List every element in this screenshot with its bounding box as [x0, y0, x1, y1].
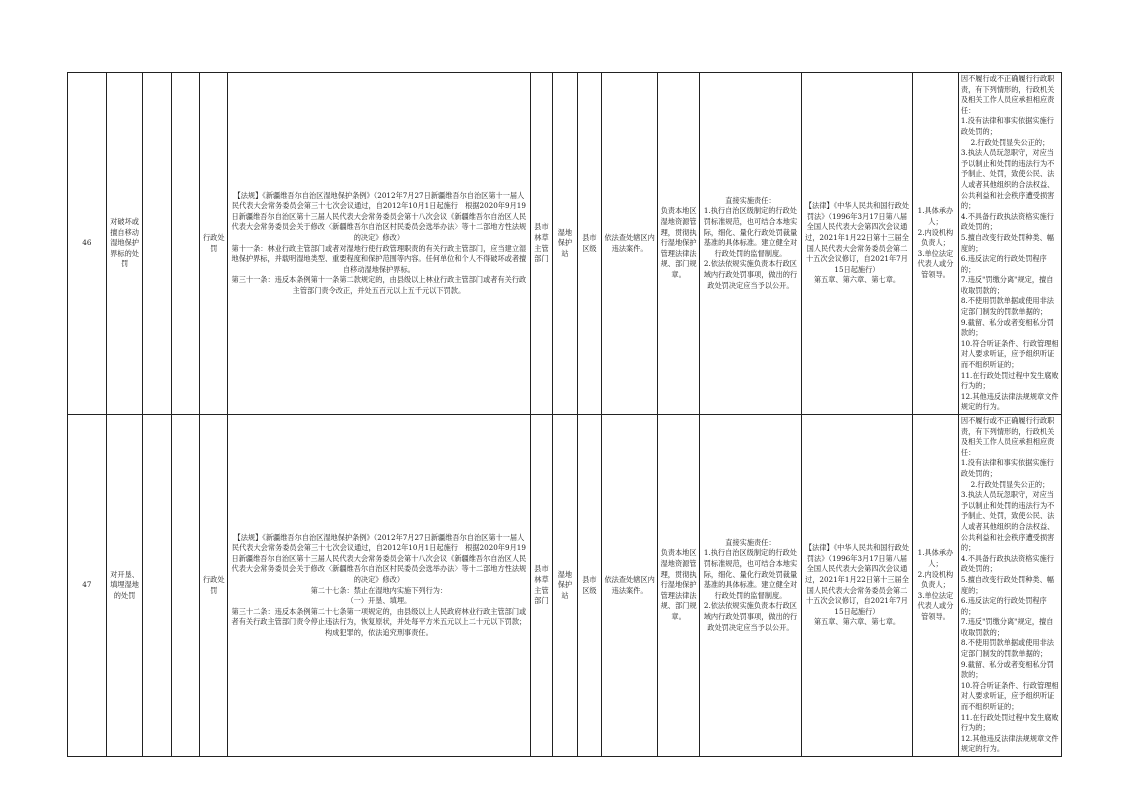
liability-item: 1.没有法律和事实依据实施行政处罚的； — [960, 458, 1054, 478]
enforcement-scope: 依法查处辖区内违法案件。 — [602, 415, 658, 757]
liability-item: 11.在行政处罚过程中发生腐败行为的； — [960, 712, 1059, 733]
table-row — [68, 415, 1062, 757]
liability-list — [958, 415, 1061, 757]
item-type: 行政处罚 — [200, 73, 228, 415]
enforcement-subject: 县市林草主管部门 — [530, 415, 552, 757]
row-number: 47 — [68, 415, 107, 757]
liability-item: 8.不使用罚款单据或使用非法定部门制发的罚款单据的； — [960, 638, 1054, 659]
liability-item: 5.擅自改变行政处罚种类、幅度的； — [960, 232, 1054, 253]
row-number: 46 — [68, 73, 107, 415]
penalty-law: 【法律】《中华人民共和国行政处罚法》（1996年3月17日第八届全国人民代表大会第四次会议通过，2021年1月22日第十三届全国人民代表大会常务委员会第二十五次会议修订，自2021年7月15日起施行） 第五章、第六章、第七章。 — [801, 415, 912, 757]
liability-item: 7.违反"罚缴分离"规定，擅自收取罚款的； — [960, 275, 1054, 295]
item-type: 行政处罚 — [200, 415, 228, 757]
liability-item: 5.擅自改变行政处罚种类、幅度的； — [960, 574, 1054, 595]
liability-item: 4.不具备行政执法资格实施行政处罚的； — [960, 553, 1054, 574]
admin-level: 县市区级 — [577, 73, 601, 415]
liability-bearer: 1.具体承办人； 2.内设机构负责人； 3.单位法定代表人或分管领导。 — [913, 415, 959, 757]
liability-intro: 因不履行或不正确履行行政职责，有下列情形的，行政机关及相关工作人员应承担相应责任： — [960, 416, 1055, 457]
liability-list — [958, 73, 1061, 415]
liability-item: 11.在行政处罚过程中发生腐败行为的； — [960, 370, 1059, 391]
liability-item: 2.行政处罚显失公正的； — [970, 479, 1050, 489]
liability-item: 1.没有法律和事实依据实施行政处罚的； — [960, 116, 1054, 136]
implementing-unit: 湿地保护站 — [553, 415, 577, 757]
liability-item: 8.不使用罚款单据或使用非法定部门制发的罚款单据的； — [960, 296, 1054, 317]
sub-item-2 — [171, 73, 200, 415]
sub-item — [143, 73, 172, 415]
liability-item: 2.行政处罚显失公正的； — [970, 137, 1050, 147]
item-name: 对开垦、填埋湿地的处罚 — [106, 415, 143, 757]
liability-item: 12.其他违反法律法规规章文件规定的行为。 — [960, 391, 1059, 412]
table-row — [68, 73, 1062, 415]
enforcement-scope: 依法查处辖区内违法案件。 — [602, 73, 658, 415]
enforcement-subject: 县市林草主管部门 — [530, 73, 552, 415]
legal-basis: 【法规】《新疆维吾尔自治区湿地保护条例》（2012年7月27日新疆维吾尔自治区第十一届人民代表大会常务委员会第三十七次会议通过，自2012年10月1日起施行 根据2020年9月19日新疆维吾尔自治区第十三届人民代表大会常务委员会第十八次会议《新疆维吾尔自治区人民代表大会常务委员会关于修改〈新疆维吾尔自治区村民委员会选举办法〉等十二部地方性法规的决定》修改） 第二十七条：禁止在湿地内实施下列行为： （一）开垦、填埋。 第三十二条：违反本条例第二十七条第一项规定的，由县级以上人民政府林业行政主管部门或者有关行政主管部门责令停止违法行为，恢复原状，并处每平方米五元以上二十元以下罚款；构成犯罪的，依法追究刑事责任。 — [228, 415, 531, 757]
liability-item: 6.违反法定的行政处罚程序的； — [960, 596, 1047, 616]
liability-item: 7.违反"罚缴分离"规定，擅自收取罚款的； — [960, 617, 1054, 637]
liability-item: 10.符合听证条件、行政管理相对人要求听证，应予组织听证而不组织听证的； — [960, 338, 1059, 370]
responsible-office: 负责本地区湿地资源管理，贯彻执行湿地保护管理法律法规、部门规章。 — [658, 415, 700, 757]
sub-item-2 — [171, 415, 200, 757]
liability-item: 6.违反法定的行政处罚程序的； — [960, 254, 1047, 274]
liability-item: 4.不具备行政执法资格实施行政处罚的； — [960, 211, 1054, 232]
liability-item: 9.截留、私分或者变相私分罚款的； — [960, 659, 1054, 680]
liability-item: 12.其他违反法律法规规章文件规定的行为。 — [960, 733, 1059, 754]
liability-bearer: 1.具体承办人； 2.内设机构负责人； 3.单位法定代表人或分管领导。 — [913, 73, 959, 415]
legal-basis: 【法规】《新疆维吾尔自治区湿地保护条例》（2012年7月27日新疆维吾尔自治区第十一届人民代表大会常务委员会第三十七次会议通过，自2012年10月1日起施行 根据2020年9月19日新疆维吾尔自治区第十三届人民代表大会常务委员会第十八次会议《新疆维吾尔自治区人民代表大会常务委员会关于修改〈新疆维吾尔自治区村民委员会选举办法〉等十二部地方性法规的决定》修改） 第十一条：林业行政主管部门或者对湿地行使行政管理职责的有关行政主管部门，应当建立湿地保护界标，并载明湿地类型、重要程度和保护范围等内容。任何单位和个人不得破坏或者擅自移动湿地保护界标。 第三十一条：违反本条例第十一条第二款规定的，由县级以上林业行政主管部门或者有关行政主管部门责令改正，并处五百元以上五千元以下罚款。 — [228, 73, 531, 415]
liability-intro: 因不履行或不正确履行行政职责，有下列情形的，行政机关及相关工作人员应承担相应责任： — [960, 74, 1055, 115]
liability-item: 10.符合听证条件、行政管理相对人要求听证，应予组织听证而不组织听证的； — [960, 680, 1059, 712]
duty-items: 直接实施责任： 1.执行自治区级制定的行政处罚标准规范，也可结合本地实际，细化、量化行政处罚裁量基准的具体标准。建立健全对行政处罚的监督制度。 2.依法依规实施负责本行政区域内行政处罚事项，做出的行政处罚决定应当予以公开。 — [699, 73, 801, 415]
liability-item: 3.执法人员玩忽职守，对应当予以制止和处罚的违法行为不予制止、处罚，致使公民、法人或者其他组织的合法权益、公共利益和社会秩序遭受损害的； — [960, 490, 1055, 553]
admin-level: 县市区级 — [577, 415, 601, 757]
item-name: 对破坏或擅自移动湿地保护界标的处罚 — [106, 73, 143, 415]
sub-item — [143, 415, 172, 757]
penalty-law: 【法律】《中华人民共和国行政处罚法》（1996年3月17日第八届全国人民代表大会第四次会议通过，2021年1月22日第十三届全国人民代表大会常务委员会第二十五次会议修订，自2021年7月15日起施行） 第五章、第六章、第七章。 — [801, 73, 912, 415]
penalty-table — [67, 72, 1062, 757]
liability-item: 3.执法人员玩忽职守，对应当予以制止和处罚的违法行为不予制止、处罚，致使公民、法人或者其他组织的合法权益、公共利益和社会秩序遭受损害的； — [960, 148, 1055, 211]
liability-item: 9.截留、私分或者变相私分罚款的； — [960, 317, 1054, 338]
responsible-office: 负责本地区湿地资源管理，贯彻执行湿地保护管理法律法规、部门规章。 — [658, 73, 700, 415]
duty-items: 直接实施责任： 1.执行自治区级制定的行政处罚标准规范，也可结合本地实际，细化、量化行政处罚裁量基准的具体标准。建立健全对行政处罚的监督制度。 2.依法依规实施负责本行政区域内行政处罚事项，做出的行政处罚决定应当予以公开。 — [699, 415, 801, 757]
implementing-unit: 湿地保护站 — [553, 73, 577, 415]
